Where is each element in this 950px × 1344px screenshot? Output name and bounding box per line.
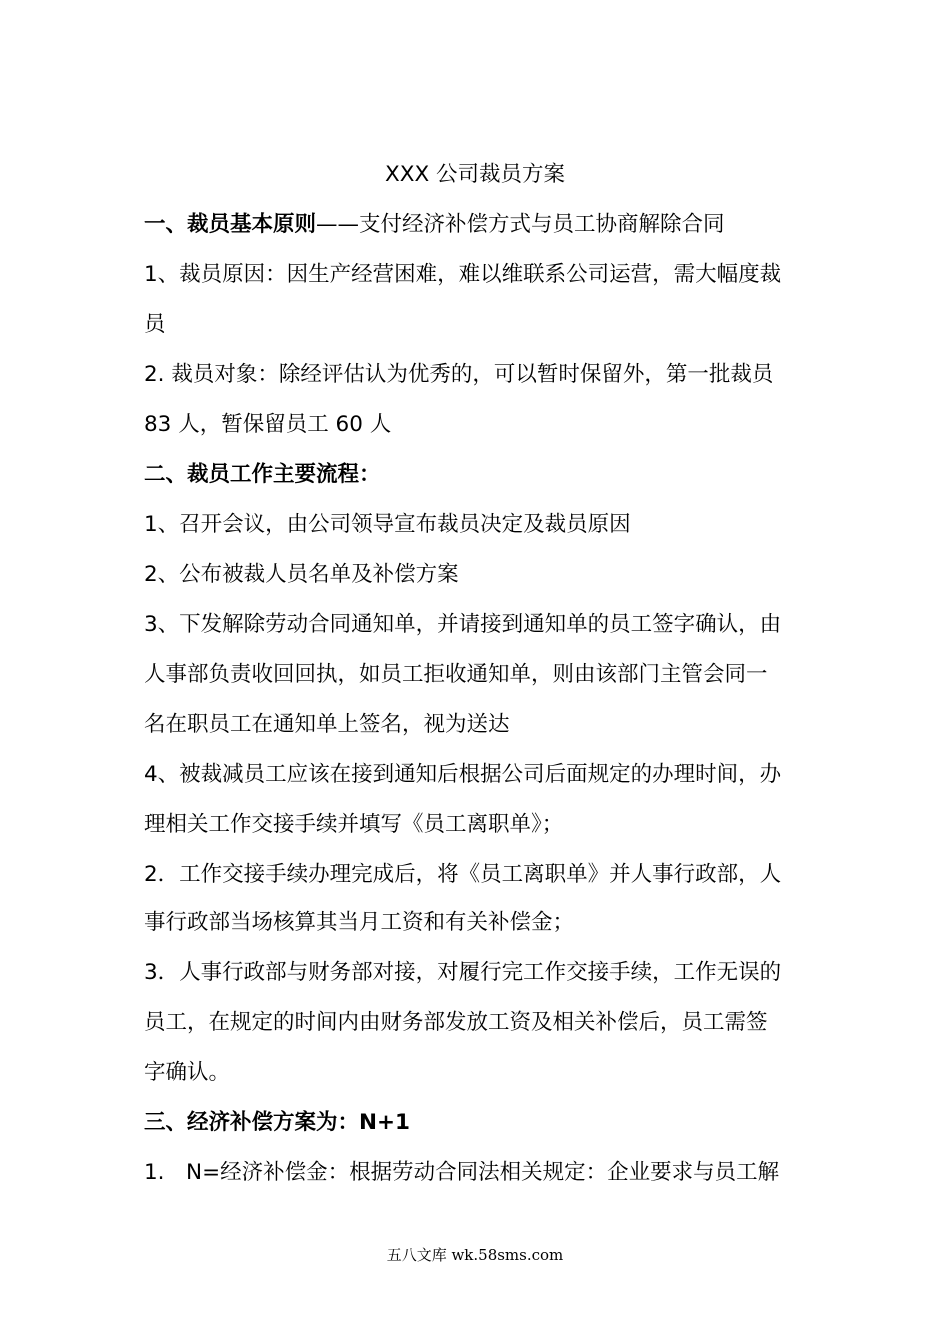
paragraph-line: 人事部负责收回回执，如员工拒收通知单，则由该部门主管会同一 (144, 662, 768, 687)
section-heading-2: 二、裁员工作主要流程： (144, 462, 381, 487)
paragraph-line: 理相关工作交接手续并填写《员工离职单》； (144, 812, 564, 837)
paragraph-line: 83 人，暂保留员工 60 人 (144, 412, 392, 437)
paragraph-line: 1、裁员原因：因生产经营困难，难以维联系公司运营，需大幅度裁 (144, 262, 782, 287)
section-heading-3: 三、经济补偿方案为：N+1 (144, 1110, 410, 1135)
footer-watermark: 五八文库 wk.58sms.com (386, 1246, 564, 1264)
section-heading-bold: 一、裁员基本原则 (144, 212, 317, 237)
section-heading-1 (144, 210, 824, 240)
paragraph-line: 名在职员工在通知单上签名，视为送达 (144, 712, 510, 737)
paragraph-line: 2. 裁员对象：除经评估认为优秀的，可以暂时保留外，第一批裁员 (144, 362, 774, 387)
paragraph-line: 员工，在规定的时间内由财务部发放工资及相关补偿后，员工需签 (144, 1010, 768, 1035)
paragraph-line: 3．人事行政部与财务部对接，对履行完工作交接手续，工作无误的 (144, 960, 782, 985)
section-heading-text: ——支付经济补偿方式与员工协商解除合同 (316, 212, 725, 237)
paragraph-line: 1. N=经济补偿金：根据劳动合同法相关规定：企业要求与员工解 (144, 1160, 780, 1185)
paragraph-line: 员 (144, 312, 166, 337)
paragraph-line: 事行政部当场核算其当月工资和有关补偿金； (144, 910, 575, 935)
paragraph-line: 1、召开会议，由公司领导宣布裁员决定及裁员原因 (144, 512, 631, 537)
paragraph-line: 4、被裁减员工应该在接到通知后根据公司后面规定的办理时间，办 (144, 762, 782, 787)
document-title: XXX 公司裁员方案 (384, 162, 566, 187)
paragraph-line: 2、公布被裁人员名单及补偿方案 (144, 562, 459, 587)
paragraph-line: 字确认。 (144, 1060, 231, 1085)
paragraph-line: 2．工作交接手续办理完成后，将《员工离职单》并人事行政部，人 (144, 862, 782, 887)
paragraph-line: 3、下发解除劳动合同通知单，并请接到通知单的员工签字确认，由 (144, 612, 782, 637)
